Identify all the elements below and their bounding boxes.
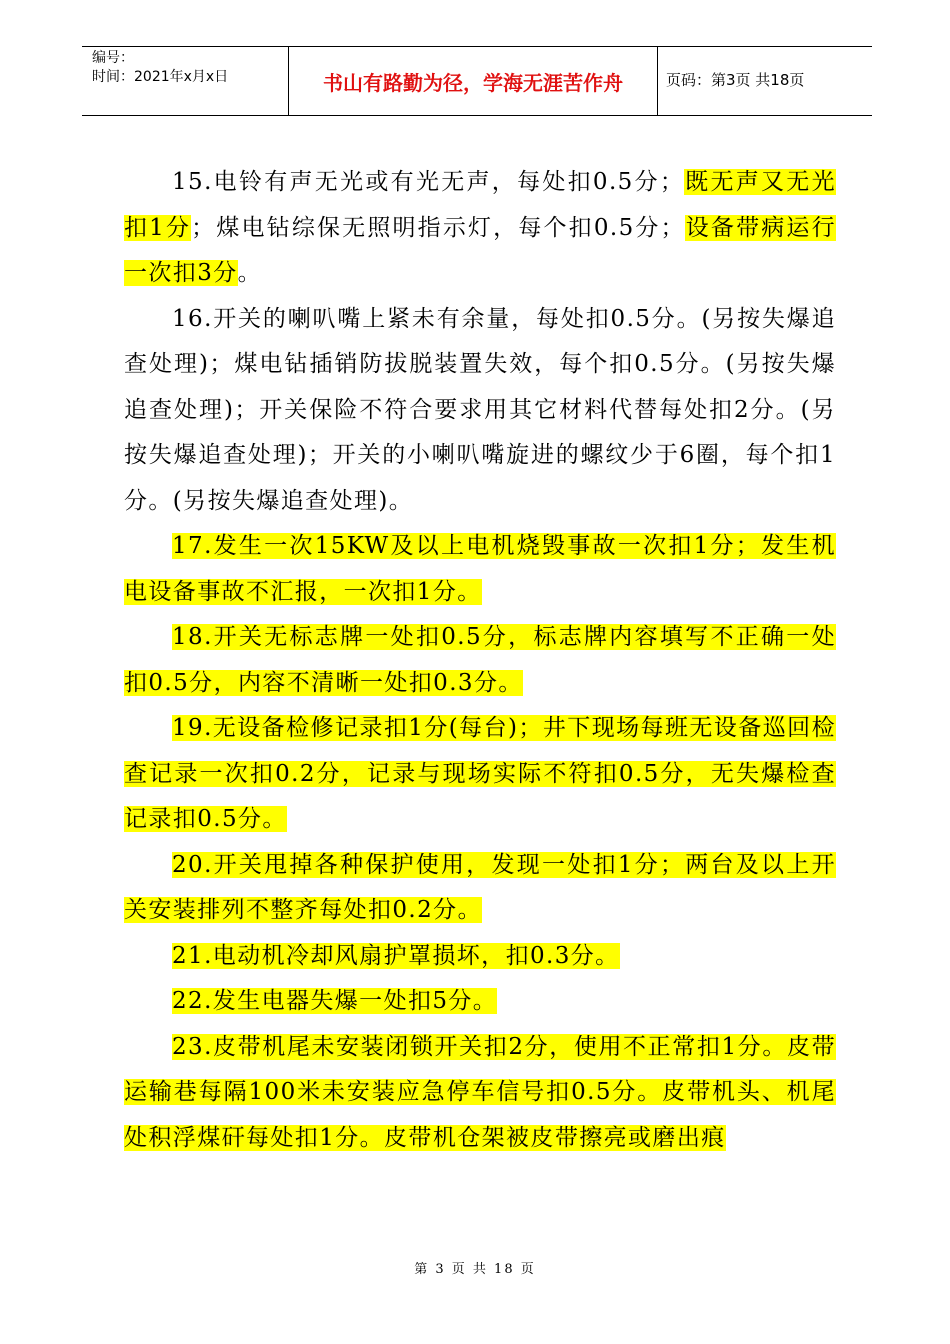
highlighted-text: 19.无设备检修记录扣1分(每台)；井下现场每班无设备巡回检查记录一次扣0.2分，记录与现场实际不符扣0.5分，无失爆检查记录扣0.5分。: [124, 715, 836, 832]
highlighted-text: 既无声又无光扣1分: [124, 169, 836, 241]
rule-text: 16.开关的喇叭嘴上紧未有余量，每处扣0.5分。(另按失爆追查处理)；煤电钻插销防拔脱装置失效，每个扣0.5分。(另按失爆追查处理)；开关保险不符合要求用其它材料代替每处扣2分。(另按失爆追查处理)；开关的小喇叭嘴旋进的螺纹少于6圈，每个扣1分。(另按失爆追查处理)。: [124, 305, 836, 514]
document-body: [124, 160, 836, 1161]
header-slogan: 书山有路勤为径，学海无涯苦作舟: [288, 47, 658, 115]
rule-text: 15.电铃有声无光或有光无声，每处扣0.5分；: [172, 169, 685, 195]
rule-item: [124, 1025, 836, 1162]
rule-text: ；煤电钻综保无照明指示灯，每个扣0.5分；: [191, 214, 685, 241]
highlighted-text: 21.电动机冷却风扇护罩损坏，扣0.3分。: [172, 942, 620, 969]
highlighted-text: 20.开关甩掉各种保护使用，发现一处扣1分；两台及以上开关安装排列不整齐每处扣0.2分。: [124, 851, 836, 923]
rule-item: [124, 934, 836, 980]
highlighted-text: 17.发生一次15KW及以上电机烧毁事故一次扣1分；发生机电设备事故不汇报，一次扣1分。: [124, 533, 836, 605]
rule-item: [124, 706, 836, 843]
highlighted-text: 18.开关无标志牌一处扣0.5分，标志牌内容填写不正确一处扣0.5分，内容不清晰一处扣0.3分。: [124, 624, 836, 696]
document-number: 编号：: [92, 50, 134, 66]
header-page-number: 页码：第3页 共18页: [666, 71, 805, 89]
rule-item: [124, 524, 836, 615]
rule-item: [124, 160, 836, 297]
rule-item: [124, 843, 836, 934]
rule-item: [124, 979, 836, 1025]
page-footer: 第 3 页 共 18 页: [414, 1262, 536, 1277]
highlighted-text: 23.皮带机尾未安装闭锁开关扣2分，使用不正常扣1分。皮带运输巷每隔100米未安装应急停车信号扣0.5分。皮带机头、机尾处积浮煤矸每处扣1分。皮带机仓架被皮带擦亮或磨出痕: [124, 1033, 836, 1151]
highlighted-text: 22.发生电器失爆一处扣5分。: [172, 988, 498, 1014]
page-header: [82, 46, 872, 116]
header-meta: [92, 49, 228, 87]
rule-text: 。: [237, 260, 263, 286]
rule-item: [124, 615, 836, 706]
highlighted-text: 设备带病运行一次扣3分: [124, 214, 836, 286]
rule-item: [124, 297, 836, 525]
document-time: 时间：2021年x月x日: [92, 69, 229, 85]
